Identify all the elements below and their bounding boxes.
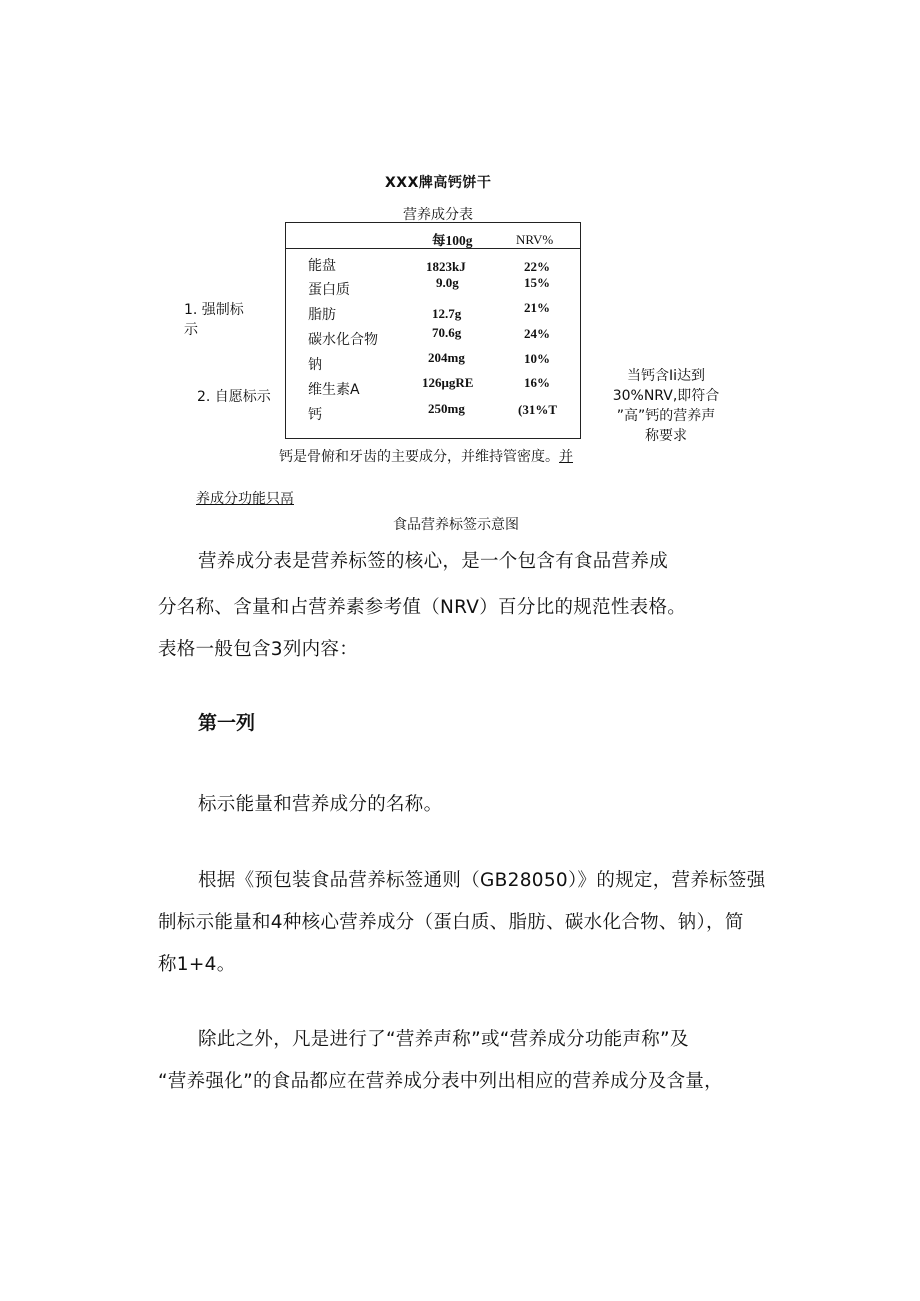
row-value: 126μgRE [422,375,474,390]
figure-caption: 食品营养标签示意图 [393,517,519,533]
row-nrv: 10% [524,351,550,366]
voluntary-label: 2. 自愿标示 [197,389,271,405]
note-line: 30%NRV,即符合 [612,388,720,404]
note-line: 当钙含Ii达到 [626,368,706,384]
row-value: 9.0g [436,275,459,290]
function-claim-main: 钙是骨俯和牙齿的主要成分，并维持管密度。 [279,449,559,465]
row-nrv: 22% [524,259,550,274]
section-heading: 第一列 [198,712,256,734]
table-title: 营养成分表 [403,207,473,223]
row-name: 能盘 [308,258,336,274]
mandatory-label-line1: 1. 强制标 [184,302,244,318]
row-nrv: 15% [524,275,550,290]
paragraph-3-line-3: 称1+4。 [158,954,236,975]
row-name: 维生素A [308,382,360,398]
row-name: 脂肪 [308,307,336,323]
row-value: 1823kJ [426,259,466,274]
row-value: 70.6g [432,325,462,340]
paragraph-4-line-1: 除此之外，凡是进行了“营养声称”或“营养成分功能声称”及 [198,1029,689,1050]
row-name: 蛋白质 [308,282,350,298]
row-value: 204mg [428,350,465,365]
row-name: 钠 [308,357,322,373]
function-claim-tail: 并 [559,449,573,465]
mandatory-label-line2: 示 [184,322,198,338]
nutrition-table [285,222,581,439]
header-nrv: NRV% [516,232,554,247]
paragraph-1-line-3: 表格一般包含3列内容： [158,639,359,660]
note-line: 称要求 [645,428,687,444]
row-name: 钙 [308,407,322,423]
paragraph-4-line-2: “营养强化”的食品都应在营养成分表中列出相应的营养成分及含量， [158,1071,723,1092]
paragraph-2: 标示能量和营养成分的名称。 [198,794,443,815]
row-value: 250mg [428,401,465,416]
paragraph-3-line-2: 制标示能量和4种核心营养成分（蛋白质、脂肪、碳水化合物、钠），简 [158,912,744,933]
function-claim-line1 [279,446,573,466]
row-nrv: 16% [524,375,550,390]
paragraph-1-line-1: 营养成分表是营养标签的核心，是一个包含有食品营养成 [198,551,669,572]
row-nrv: (31%T [518,402,557,417]
row-value: 12.7g [432,306,462,321]
row-nrv: 24% [524,326,550,341]
paragraph-3-line-1: 根据《预包装食品营养标签通则（GB28050）》的规定，营养标签强 [198,870,766,891]
header-per-100g: 每100g [432,233,473,248]
function-claim-line2: 养成分功能只鬲 [196,491,294,507]
row-name: 碳水化合物 [308,332,378,348]
note-line: ”高”钙的营养声 [616,408,716,424]
product-title: XXX牌高钙饼干 [385,175,492,191]
calcium-claim-note [606,366,726,446]
paragraph-1-line-2: 分名称、含量和占营养素参考值（NRV）百分比的规范性表格。 [158,597,687,618]
row-nrv: 21% [524,300,550,315]
